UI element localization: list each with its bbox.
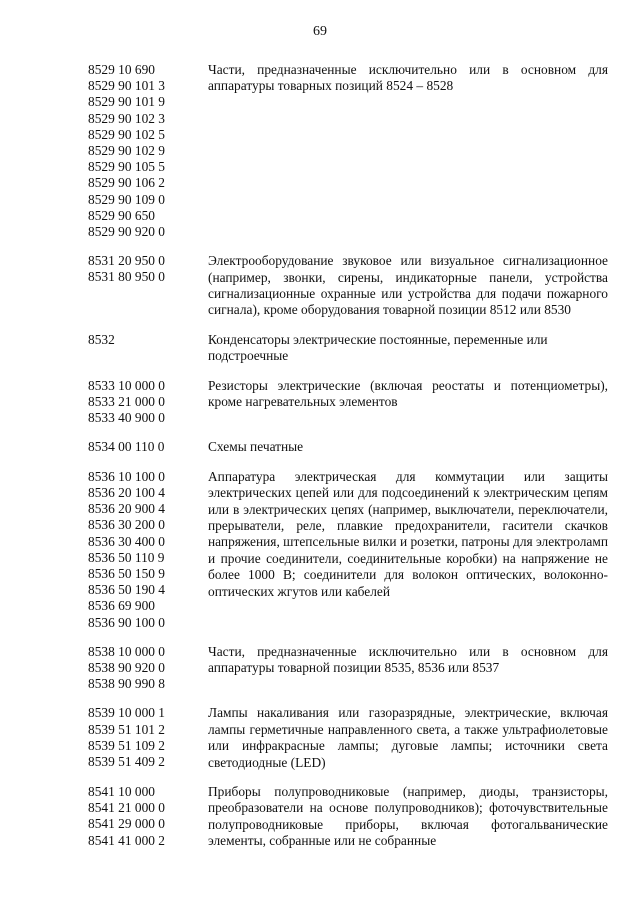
list-item-8536 (88, 469, 608, 631)
code: 8539 51 109 2 (88, 737, 165, 753)
code: 8536 90 100 0 (88, 614, 165, 630)
code: 8534 00 110 0 (88, 439, 165, 455)
code: 8538 10 000 0 (88, 643, 165, 659)
code: 8538 90 990 8 (88, 676, 165, 692)
code-column (88, 253, 208, 285)
list-item-8532 (88, 332, 608, 365)
code: 8536 30 400 0 (88, 533, 165, 549)
code: 8541 10 000 (88, 783, 155, 799)
code: 8533 10 000 0 (88, 377, 165, 393)
code: 8529 90 109 0 (88, 191, 165, 207)
list-item-8539 (88, 705, 608, 771)
code: 8536 10 100 0 (88, 468, 165, 484)
list-item-8533 (88, 378, 608, 427)
code: 8536 50 150 9 (88, 565, 165, 581)
code: 8541 29 000 0 (88, 816, 165, 832)
code: 8536 50 190 4 (88, 582, 165, 598)
list-item-8541 (88, 784, 608, 850)
code: 8541 21 000 0 (88, 800, 165, 816)
tariff-code-list (88, 62, 608, 863)
code: 8529 90 101 3 (88, 78, 165, 94)
code: 8539 51 101 2 (88, 721, 165, 737)
page-number: 69 (313, 24, 327, 39)
code: 8539 10 000 1 (88, 705, 165, 721)
code-column (88, 644, 208, 693)
code: 8531 20 950 0 (88, 253, 165, 269)
description: Конденсаторы электрические постоянные, переменные или подстроечные (208, 331, 548, 364)
code: 8536 20 900 4 (88, 501, 165, 517)
list-item-8529 (88, 62, 608, 240)
code: 8536 20 100 4 (88, 484, 165, 500)
code: 8538 90 920 0 (88, 659, 165, 675)
list-item-8538 (88, 644, 608, 693)
code: 8529 10 690 (88, 62, 155, 77)
code: 8529 90 920 0 (88, 224, 165, 240)
code: 8533 40 900 0 (88, 410, 165, 426)
code: 8532 (88, 331, 115, 347)
description: Части, предназначенные исключительно или в основном для аппаратуры товарной позиции 8535, 8536 или 8537 (208, 643, 608, 676)
code: 8531 80 950 0 (88, 269, 165, 285)
code: 8536 69 900 (88, 598, 155, 614)
code: 8529 90 650 (88, 207, 155, 223)
description: Схемы печатные (208, 439, 304, 455)
code-column (88, 439, 208, 455)
code-column (88, 784, 208, 849)
list-item-8534 (88, 439, 608, 455)
description: Лампы накаливания или газоразрядные, электрические, включая лампы герметичные направленного света, а также ультрафиолетовые или инфракрасные лампы; дуговые лампы; источники света светодиодные (LED) (208, 705, 608, 770)
code: 8529 90 102 9 (88, 143, 165, 159)
description: Аппаратура электрическая для коммутации или защиты электрических цепей или для подсоединений к электрическим цепям или в электрических цепях (например, выключатели, переключатели, прерыватели, реле, плавкие предохранители, гасители скачков напряжения, штепсельные вилки и розетки, патроны для электроламп и прочие соединители, соединительные коробки) на напряжение не более 1000 В; соединители для волокон оптических, волоконно-оптических жгутов или кабелей (208, 468, 608, 599)
code: 8529 90 101 9 (88, 94, 165, 110)
code-column (88, 332, 208, 348)
code: 8529 90 106 2 (88, 175, 165, 191)
code-column (88, 62, 208, 240)
code: 8533 21 000 0 (88, 393, 165, 409)
code: 8541 41 000 2 (88, 832, 165, 848)
code-column (88, 469, 208, 631)
code: 8536 50 110 9 (88, 549, 165, 565)
description: Электрооборудование звуковое или визуальное сигнализационное (например, звонки, сирены, индикаторные панели, устройства сигнализационные охранные или устройства для подачи пожарного сигнала), кроме оборудования товарной позиции 8512 или 8530 (208, 253, 608, 318)
description: Резисторы электрические (включая реостаты и потенциометры), кроме нагревательных элементов (208, 377, 608, 410)
code: 8529 90 102 5 (88, 126, 165, 142)
code: 8529 90 102 3 (88, 110, 165, 126)
list-item-8531 (88, 253, 608, 319)
code-column (88, 705, 208, 770)
code: 8529 90 105 5 (88, 159, 165, 175)
code: 8539 51 409 2 (88, 753, 165, 769)
code: 8536 30 200 0 (88, 517, 165, 533)
description: Части, предназначенные исключительно или в основном для аппаратуры товарных позиций 8524 – 8528 (208, 62, 608, 94)
code-column (88, 378, 208, 427)
description: Приборы полупроводниковые (например, диоды, транзисторы, преобразователи на основе полупроводников); фоточувствительные полупроводниковые приборы, включая фотогальванические элементы, собранные или не собранные (208, 783, 608, 849)
